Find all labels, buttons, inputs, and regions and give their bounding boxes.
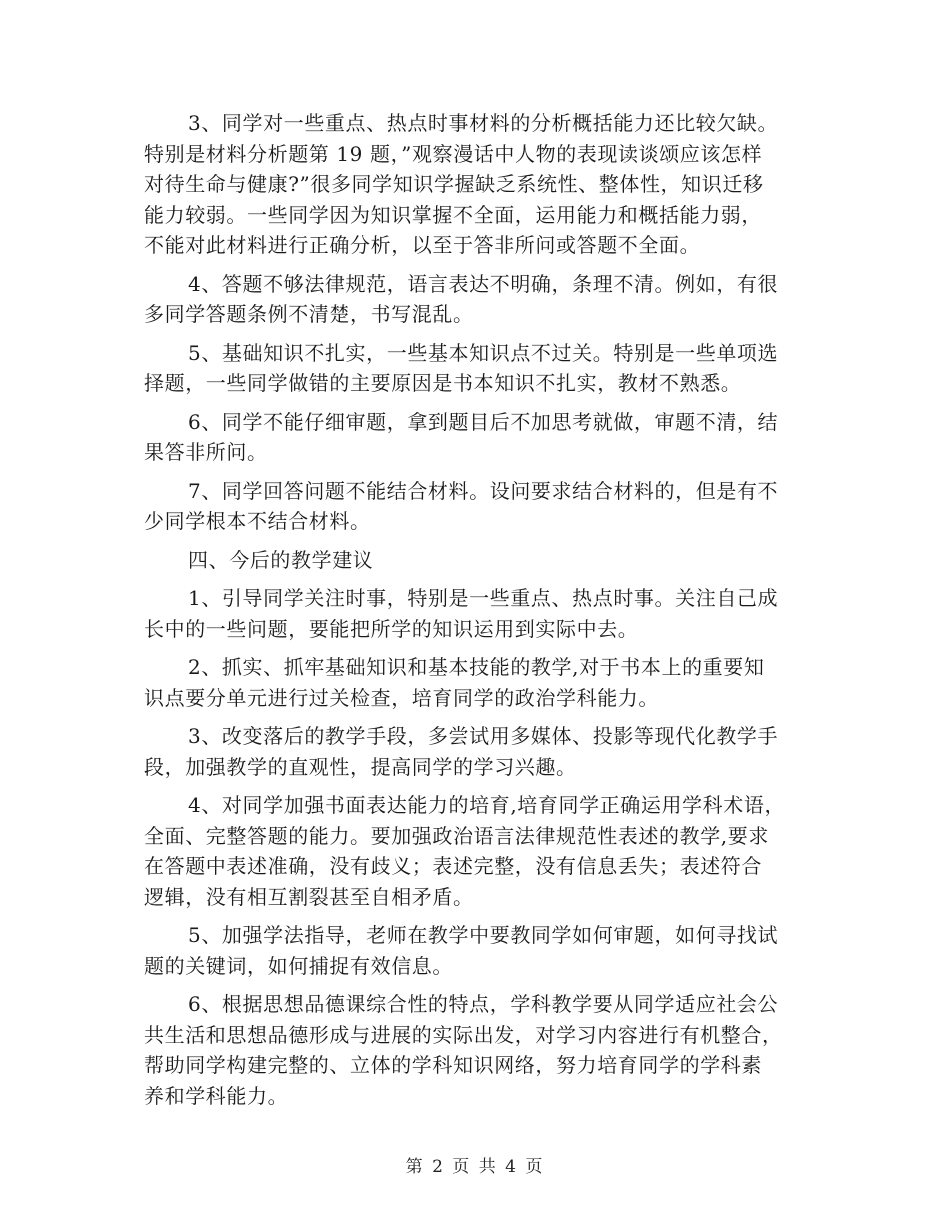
text-line: 题的关键词，如何捕捉有效信息。 xyxy=(144,953,453,978)
paragraph-4-standards xyxy=(144,269,809,330)
text-line: 不能对此材料进行正确分析，以至于答非所问或答题不全面。 xyxy=(144,233,701,257)
section-heading xyxy=(144,545,809,576)
text-line: 帮助同学构建完整的、立体的学科知识网络，努力培育同学的学科素 xyxy=(144,1053,762,1077)
text-line: 在答题中表述准确，没有歧义；表述完整，没有信息丢失；表述符合 xyxy=(144,854,762,878)
text-line: 2、抓实、抓牢基础知识和基本技能的教学,对于书本上的重要知 xyxy=(188,655,765,679)
text-line: 3、改变落后的教学手段，多尝试用多媒体、投影等现代化教学手 xyxy=(188,724,779,748)
section-heading-text: 四、今后的教学建议 xyxy=(188,547,374,572)
paragraph-3-analysis xyxy=(144,108,809,261)
paragraph-5-basics xyxy=(144,338,809,399)
text-line: 共生活和思想品德形成与进展的实际出发，对学习内容进行有机整合， xyxy=(144,1022,783,1047)
text-line: 4、答题不够法律规范，语言表达不明确，条理不清。例如，有很 xyxy=(188,271,779,296)
paragraph-7-materials xyxy=(144,476,809,537)
text-line: 果答非所问。 xyxy=(144,440,268,464)
document-body xyxy=(144,108,809,1119)
text-line: 7、同学回答问题不能结合材料。设问要求结合材料的，但是有不 xyxy=(188,478,779,503)
page-number-footer: 第 2 页 共 4 页 xyxy=(405,1157,545,1177)
text-line: 择题，一些同学做错的主要原因是书本知识不扎实，教材不熟悉。 xyxy=(144,371,742,395)
text-line: 逻辑，没有相互割裂甚至自相矛盾。 xyxy=(144,884,474,909)
suggestion-4 xyxy=(144,790,809,912)
text-line: 5、加强学法指导，老师在教学中要教同学如何审题，如何寻找试 xyxy=(188,923,779,947)
text-line: 能力较弱。一些同学因为知识掌握不全面，运用能力和概括能力弱， xyxy=(144,202,762,227)
suggestion-1 xyxy=(144,583,809,644)
text-line: 5、基础知识不扎实，一些基本知识点不过关。特别是一些单项选 xyxy=(188,340,779,365)
text-line: 少同学根本不结合材料。 xyxy=(144,509,371,533)
text-line: 段，加强教学的直观性，提高同学的学习兴趣。 xyxy=(144,754,577,779)
paragraph-6-reading xyxy=(144,407,809,468)
text-line: 多同学答题条例不清楚，书写混乱。 xyxy=(144,302,474,326)
text-line: 6、同学不能仔细审题，拿到题目后不加思考就做，审题不清，结 xyxy=(188,409,779,434)
text-line: 对待生命与健康?”很多同学知识学握缺乏系统性、整体性，知识迁移 xyxy=(144,172,764,196)
text-line: 长中的一些问题，要能把所学的知识运用到实际中去。 xyxy=(144,616,639,641)
suggestion-3 xyxy=(144,721,809,782)
text-line: 4、对同学加强书面表达能力的培育,培育同学正确运用学科术语， xyxy=(188,793,786,817)
text-line: 3、同学对一些重点、热点时事材料的分析概括能力还比较欠缺。 xyxy=(188,111,779,135)
text-line: 6、根据思想品德课综合性的特点，学科教学要从同学适应社会公 xyxy=(188,992,779,1016)
text-line: 1、引导同学关注时事，特别是一些重点、热点时事。关注自己成 xyxy=(188,586,779,610)
text-line: 识点要分单元进行过关检查，培育同学的政治学科能力。 xyxy=(144,685,659,710)
text-line: 全面、完整答题的能力。要加强政治语言法律规范性表述的教学,要求 xyxy=(144,823,769,848)
suggestion-5 xyxy=(144,920,809,981)
suggestion-2 xyxy=(144,652,809,713)
suggestion-6 xyxy=(144,989,809,1111)
text-line: 养和学科能力。 xyxy=(144,1083,289,1108)
text-line: 特别是材料分析题第 19 题，”观察漫话中人物的表现读谈颂应该怎样 xyxy=(144,141,763,166)
